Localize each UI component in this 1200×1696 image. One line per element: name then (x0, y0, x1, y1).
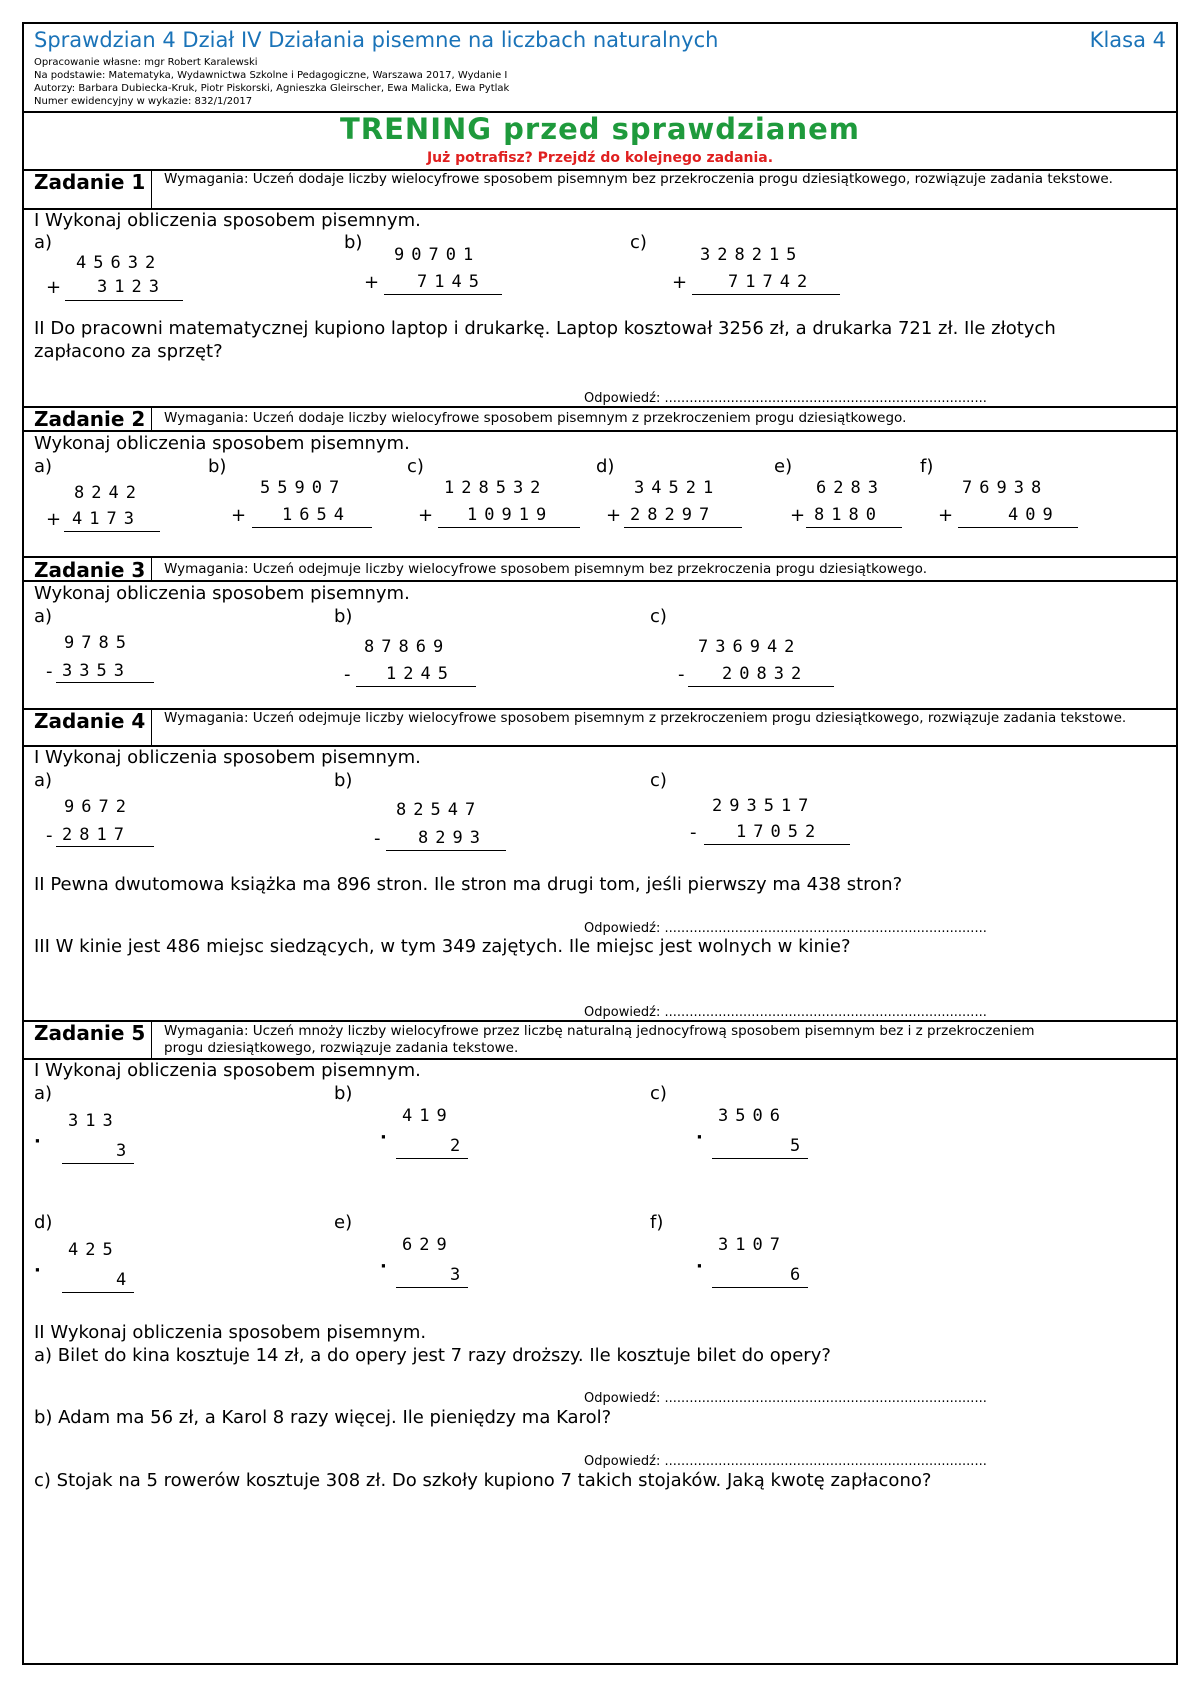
calc-operator: · (380, 1256, 387, 1277)
calc-operator: + (46, 509, 62, 530)
calc-label: a) (34, 232, 53, 253)
calc-bottom-number: 17052 (736, 822, 823, 842)
calc-operator: - (344, 664, 351, 685)
calc-operator: + (606, 505, 622, 526)
calc-operator: + (364, 272, 380, 293)
calc-label: b) (334, 770, 353, 791)
calc-top-number: 76938 (962, 478, 1049, 498)
calc-bottom-number: 1245 (386, 664, 455, 684)
calc-label: b) (208, 456, 227, 477)
banner-title: TRENING przed sprawdzianem (340, 112, 860, 146)
calc-operator: + (938, 505, 954, 526)
task-1-requirement: Wymagania: Uczeń dodaje liczby wielocyfrowe sposobem pisemnym bez przekroczenia progu dziesiątkowego, rozwiązuje zadania tekstowe. (164, 171, 1113, 187)
calc-operator: - (374, 828, 381, 849)
calc-bottom-number: 8180 (814, 505, 883, 525)
task-1-word-problem: II Do pracowni matematycznej kupiono laptop i drukarkę. Laptop kosztował 3256 zł, a drukarka 721 zł. Ile złotych zapłacono za sprzęt? (34, 318, 1056, 362)
calc-top-number: 9785 (64, 633, 133, 653)
calc-bottom-number: 3 (450, 1265, 468, 1285)
answer-line: Odpowiedź: .............................................................................. (584, 1391, 987, 1406)
calc-label: b) (334, 1083, 353, 1104)
calc-bottom-number: 28297 (630, 505, 717, 525)
calc-top-number: 3506 (718, 1106, 787, 1126)
calc-label: d) (596, 456, 615, 477)
calc-label: c) (650, 770, 667, 791)
calc-label: b) (344, 232, 363, 253)
banner-subtitle: Już potrafisz? Przejdź do kolejnego zadania. (426, 150, 774, 166)
calc-bottom-number: 20832 (722, 664, 809, 684)
meta-source: Na podstawie: Matematyka, Wydawnictwa Szkolne i Pedagogiczne, Warszawa 2017, Wydanie I (34, 70, 508, 81)
meta-authors: Autorzy: Barbara Dubiecka-Kruk, Piotr Piskorski, Agnieszka Gleirscher, Ewa Malicka, Ewa Pytlak (34, 83, 510, 94)
task-2-intro: Wykonaj obliczenia sposobem pisemnym. (34, 433, 410, 454)
calc-operator: - (690, 822, 697, 843)
calc-operator: - (46, 661, 53, 682)
answer-line: Odpowiedź: .............................................................................. (584, 921, 987, 936)
calc-operator: + (46, 277, 62, 298)
calc-top-number: 736942 (698, 637, 802, 657)
calc-operator: · (696, 1256, 703, 1277)
task-4-requirement: Wymagania: Uczeń odejmuje liczby wielocyfrowe sposobem pisemnym z przekroczeniem progu dziesiątkowego, rozwiązuje zadania tekstowe. (164, 710, 1127, 726)
calc-top-number: 3107 (718, 1235, 787, 1255)
calc-bottom-number: 6 (790, 1265, 808, 1285)
answer-line: Odpowiedź: .............................................................................. (584, 1454, 987, 1469)
calc-label: e) (334, 1212, 353, 1233)
calc-label: a) (34, 606, 53, 627)
calc-bottom-number: 7145 (417, 272, 486, 292)
task-3-requirement: Wymagania: Uczeń odejmuje liczby wielocyfrowe sposobem pisemnym bez przekroczenia progu dziesiątkowego. (164, 561, 927, 577)
calc-bottom-number: 10919 (467, 505, 554, 525)
calc-bottom-number: 3 (116, 1141, 134, 1161)
calc-label: f) (650, 1212, 664, 1233)
calc-top-number: 8242 (74, 483, 143, 503)
calc-top-number: 293517 (712, 796, 816, 816)
calc-operator: - (46, 825, 53, 846)
calc-bottom-number: 3353 (62, 661, 131, 681)
calc-label: a) (34, 456, 53, 477)
calc-top-number: 313 (68, 1111, 120, 1131)
calc-operator: · (696, 1127, 703, 1148)
calc-operator: + (790, 505, 806, 526)
task-5-word-a: a) Bilet do kina kosztuje 14 zł, a do opery jest 7 razy droższy. Ile kosztuje bilet do opery? (34, 1345, 831, 1366)
class-label: Klasa 4 (1089, 28, 1166, 52)
task-2-title: Zadanie 2 (34, 407, 146, 431)
calc-label: a) (34, 1083, 53, 1104)
calc-top-number: 419 (402, 1106, 454, 1126)
calc-bottom-number: 2817 (62, 825, 131, 845)
calc-label: c) (630, 232, 647, 253)
calc-bottom-number: 4173 (72, 509, 141, 529)
calc-top-number: 328215 (700, 245, 804, 265)
calc-label: d) (34, 1212, 53, 1233)
calc-operator: · (380, 1127, 387, 1148)
calc-label: a) (34, 770, 53, 791)
calc-operator: + (231, 505, 247, 526)
calc-operator: - (678, 664, 685, 685)
task-1-title: Zadanie 1 (34, 170, 146, 194)
task-4-word-problem-3: III W kinie jest 486 miejsc siedzących, w tym 349 zajętych. Ile miejsc jest wolnych w kinie? (34, 936, 851, 957)
task-5-word-b: b) Adam ma 56 zł, a Karol 8 razy więcej. Ile pieniędzy ma Karol? (34, 1407, 612, 1428)
calc-label: e) (774, 456, 793, 477)
answer-line: Odpowiedź: .............................................................................. (584, 1005, 987, 1020)
task-4-word-problem-2: II Pewna dwutomowa książka ma 896 stron. Ile stron ma drugi tom, jeśli pierwszy ma 438 stron? (34, 874, 903, 895)
calc-bottom-number: 409 (1008, 505, 1060, 525)
calc-label: c) (650, 606, 667, 627)
calc-label: b) (334, 606, 353, 627)
task-5-title: Zadanie 5 (34, 1021, 146, 1045)
task-3-intro: Wykonaj obliczenia sposobem pisemnym. (34, 583, 410, 604)
meta-author: Opracowanie własne: mgr Robert Karalewski (34, 57, 258, 68)
calc-top-number: 45632 (76, 253, 163, 273)
task-2-requirement: Wymagania: Uczeń dodaje liczby wielocyfrowe sposobem pisemnym z przekroczeniem progu dziesiątkowego. (164, 410, 907, 426)
calc-bottom-number: 3123 (97, 277, 166, 297)
calc-operator: · (34, 1131, 41, 1152)
calc-operator: · (34, 1260, 41, 1281)
calc-operator: + (672, 272, 688, 293)
task-4-intro: I Wykonaj obliczenia sposobem pisemnym. (34, 747, 421, 768)
calc-top-number: 425 (68, 1240, 120, 1260)
calc-label: c) (650, 1083, 667, 1104)
task-1-intro: I Wykonaj obliczenia sposobem pisemnym. (34, 210, 421, 231)
task-3-title: Zadanie 3 (34, 558, 146, 582)
calc-bottom-number: 1654 (282, 505, 351, 525)
calc-top-number: 90701 (394, 245, 481, 265)
task-4-title: Zadanie 4 (34, 709, 146, 733)
meta-registry-number: Numer ewidencyjny w wykazie: 832/1/2017 (34, 96, 253, 107)
calc-bottom-number: 71742 (728, 272, 815, 292)
task-5-word-c: c) Stojak na 5 rowerów kosztuje 308 zł. Do szkoły kupiono 7 takich stojaków. Jaką kwotę zapłacono? (34, 1470, 932, 1491)
calc-top-number: 128532 (444, 478, 548, 498)
calc-bottom-number: 5 (790, 1136, 808, 1156)
calc-bottom-number: 2 (450, 1136, 468, 1156)
calc-bottom-number: 8293 (418, 828, 487, 848)
task-5-intro: I Wykonaj obliczenia sposobem pisemnym. (34, 1060, 421, 1081)
worksheet-title: Sprawdzian 4 Dział IV Działania pisemne na liczbach naturalnych (34, 28, 719, 52)
calc-bottom-number: 4 (116, 1270, 134, 1290)
calc-label: c) (407, 456, 424, 477)
calc-top-number: 6283 (816, 478, 885, 498)
calc-label: f) (920, 456, 934, 477)
task-5-requirement: Wymagania: Uczeń mnoży liczby wielocyfrowe przez liczbę naturalną jednocyfrową sposobem pisemnym bez i z przekroczeniem progu dziesiątkowego, rozwiązuje zadania tekstowe. (164, 1023, 1035, 1056)
answer-line: Odpowiedź: .............................................................................. (584, 391, 987, 406)
calc-operator: + (418, 505, 434, 526)
calc-top-number: 87869 (364, 637, 451, 657)
calc-top-number: 55907 (260, 478, 347, 498)
calc-top-number: 82547 (396, 800, 483, 820)
calc-top-number: 34521 (634, 478, 721, 498)
calc-top-number: 629 (402, 1235, 454, 1255)
task-5-intro-2: II Wykonaj obliczenia sposobem pisemnym. (34, 1322, 427, 1343)
worksheet (22, 22, 1178, 1665)
calc-top-number: 9672 (64, 797, 133, 817)
